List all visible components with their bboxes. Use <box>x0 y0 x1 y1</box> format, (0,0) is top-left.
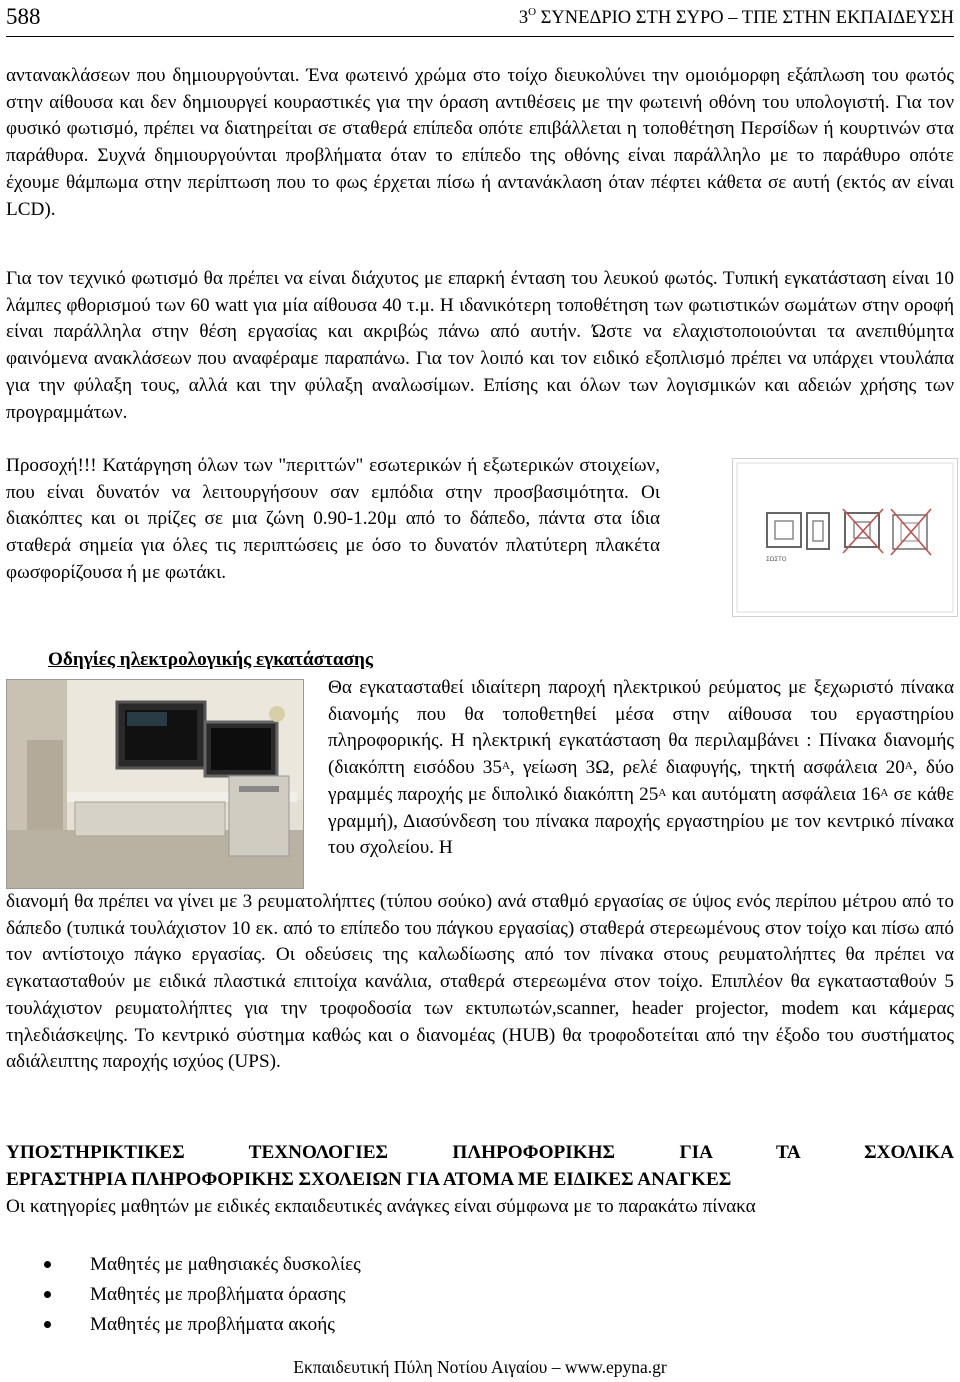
list-item: Μαθητές με μαθησιακές δυσκολίες <box>42 1250 361 1280</box>
page-footer: Εκπαιδευτική Πύλη Νοτίου Αιγαίου – www.epyna.gr <box>293 1357 667 1377</box>
lab-photo <box>6 679 304 889</box>
switch-socket-diagram <box>733 459 957 616</box>
switch-socket-figure <box>732 458 958 617</box>
paragraph-distribution: διανομή θα πρέπει να γίνει με 3 ρευματολήπτες (τύπου σούκο) ανά σταθμό εργασίας σε ύψος ενός περίπου μέτρου από το δάπεδο (τυπικά τουλάχιστον 10 εκ. από το επίπεδο του πάγκου εργασίας) σταθερά στερεωμένους στον τοίχο και πίσω από τον αντίστοιχο πάγκο εργασίας. Οι οδεύσεις της καλωδίωσης από τον πίνακα στους ρευματολήπτες θα πρέπει να εγκατασταθούν με ειδικά πλαστικά επιτοίχα κανάλια, σταθερά στερεωμένα στον τοίχο. Επιπλέον θα εγκατασταθούν 5 τουλάχιστον ρευματολήπτες για την τροφοδοσία των εκτυπωτών,scanner, header projector, modem και κάμερας τηλεδιάσκεψης. Το κεντρικό σύστημα καθώς και ο διανομέας (HUB) θα τροφοδοτείται από την έξοδο του συστήματος αδιάλειπτης παροχής ισχύος (UPS). <box>6 891 954 1073</box>
page-number: 588 <box>6 4 41 29</box>
correct-switch <box>767 513 801 547</box>
header-rule <box>6 36 954 37</box>
list-item: Μαθητές με προβλήματα ακοής <box>42 1310 361 1340</box>
correct-label: ΣΩΣΤΟ <box>766 556 787 563</box>
paragraph-electrical-supply: Θα εγκατασταθεί ιδιαίτερη παροχή ηλεκτρικού ρεύματος με ξεχωριστό πίνακα διανομής που θα τοποθετηθεί μέσα στην αίθουσα του εργαστηρίου πληροφορικής. Η ηλεκτρική εγκατάσταση θα περιλαμβάνει : Πίνακα διανομής (διακόπτη εισόδου $35^A$, γείωση 3Ω, ρελέ διαφυγής, τηκτή ασφάλεια $20^A$, δύο γραμμές παροχής με διπολικό διακόπτη $25^A$ και αυτόματη ασφάλεια $16^A$ σε κάθε γραμμή), Διασύνδεση του πίνακα παροχής εργαστηρίου με τον κεντρικό πίνακα του σχολείου. Η <box>328 677 955 859</box>
correct-socket <box>807 513 829 549</box>
paragraph-student-categories: Οι κατηγορίες μαθητών με ειδικές εκπαιδευτικές ανάγκες είναι σύμφωνα με το παρακάτω πίνακα <box>6 1196 756 1217</box>
paragraph-lighting: αντανακλάσεων που δημιουργούνται. Ένα φωτεινό χρώμα στο τοίχο διευκολύνει την ομοιόμορφη εξάπλωση του φωτός στην αίθουσα και δεν δημιουργεί κουραστικές για την όραση αντιθέσεις με την φωτεινή οθόνη του υπολογιστή. Για τον φυσικό φωτισμό, πρέπει να διατηρείται σε σταθερά επίπεδα οπότε επιβάλλεται η τοποθέτηση Περσίδων ή κουρτινών στα παράθυρα. Συχνά δημιουργούνται προβλήματα όταν το επίπεδο της οθόνης είναι παράλληλο με το παράθυρο οπότε έχουμε θάμπωμα στην περίπτωση που το φως έρχεται πίσω ή αντανάκλαση όταν πέφτει κάθετα σε αυτή (εκτός αν είναι LCD). <box>6 65 954 220</box>
heading-assistive-technologies: ΥΠΟΣΤΗΡΙΚΤΙΚΕΣ ΤΕΧΝΟΛΟΓΙΕΣ ΠΛΗΡΟΦΟΡΙΚΗΣ ΓΙΑ ΤΑ ΣΧΟΛΙΚΑ ΕΡΓΑΣΤΗΡΙΑ ΠΛΗΡΟΦΟΡΙΚΗΣ ΣΧΟΛΕΙΩΝ ΓΙΑ ΑΤΟΜΑ ΜΕ ΕΙΔΙΚΕΣ ΑΝΑΓΚΕΣ <box>6 1142 954 1190</box>
heading-electrical-installation: Οδηγίες ηλεκτρολογικής εγκατάστασης <box>48 649 374 670</box>
paragraph-attention: Προσοχή!!! Κατάργηση όλων των "περιττών" εσωτερικών ή εξωτερικών στοιχείων, που είναι δυνατόν να λειτουργήσουν σαν εμπόδια στην προσβασιμότητα. Οι διακόπτες και οι πρίζες σε μια ζώνη 0.90-1.20μ από το δάπεδο, πάντα στα ίδια σταθερά σημεία για όλες τις περιπτώσεις με όσο το δυνατόν πλατύτερη πλακέτα φωσφορίζουσα ή με φωτάκι. <box>6 455 660 583</box>
paragraph-artificial-lighting: Για τον τεχνικό φωτισμό θα πρέπει να είναι διάχυτος με επαρκή ένταση του λευκού φωτός. Τυπική εγκατάσταση είναι 10 λάμπες φθορισμού των 60 watt για μία αίθουσα 40 τ.μ. Η ιδανικότερη τοποθέτηση των φωτιστικών σωμάτων στην οροφή είναι παράλληλα στην θέση εργασίας και ακριβώς πάνω από αυτήν. Ώστε να ελαχιστοποιούνται τα ανεπιθύμητα φαινόμενα ανακλάσεων που αναφέραμε παραπάνω. Για τον λοιπό και τον ειδικό εξοπλισμό πρέπει να υπάρχει ντουλάπα για την φύλαξη τους, αλλά και την φύλαξη αναλωσίμων. Επίσης και όλων των λογισμικών και αδειών χρήσης των προγραμμάτων. <box>6 268 954 423</box>
student-categories-list <box>42 1250 361 1340</box>
wrong-switch-1 <box>843 509 883 553</box>
lab-photo-drawing <box>7 680 303 888</box>
list-item: Μαθητές με προβλήματα όρασης <box>42 1280 361 1310</box>
conference-title: $3^O$ ΣΥΝΕΔΡΙΟ ΣΤΗ ΣΥΡΟ – ΤΠΕ ΣΤΗΝ ΕΚΠΑΙΔΕΥΣΗ <box>518 6 954 28</box>
page-header <box>6 0 954 40</box>
wrong-switch-2 <box>891 509 931 555</box>
